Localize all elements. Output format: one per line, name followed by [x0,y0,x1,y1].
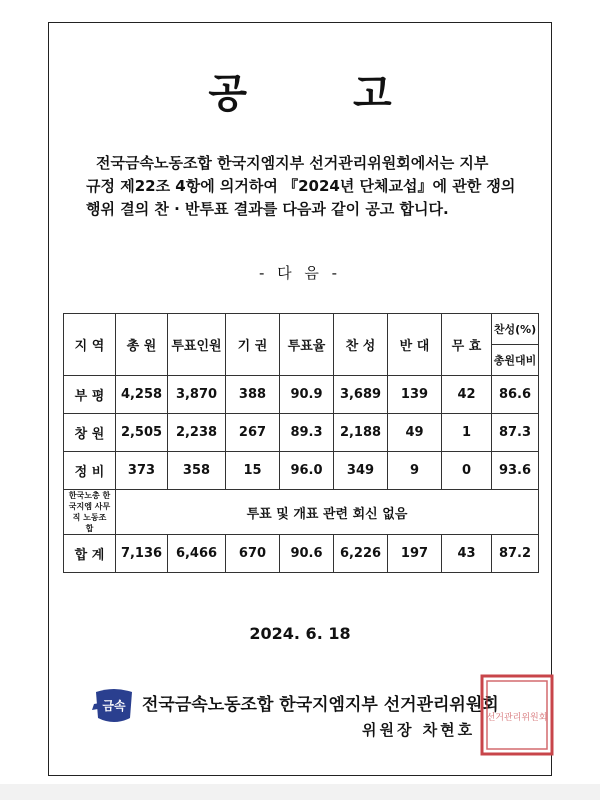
cell-invalid: 43 [442,535,492,573]
body-line-2: 규정 제22조 4항에 의거하여 『2024년 단체교섭』에 관한 쟁의 [86,177,516,195]
cell-invalid: 42 [442,376,492,414]
header-invalid: 무 효 [442,314,492,376]
header-no: 반 대 [388,314,442,376]
organization-name: 전국금속노동조합 한국지엠지부 선거관리위원회 [142,695,499,715]
cell-yes: 3,689 [334,376,388,414]
cell-abstain: 670 [226,535,280,573]
table-row [64,376,539,414]
header-abstain: 기 권 [226,314,280,376]
note-region-line: 국지엠 사무 [68,502,111,511]
announcement-body [88,152,548,221]
header-region: 지 역 [64,314,116,376]
table-row-note [64,490,539,535]
section-subheading: - 다 음 - [258,264,342,282]
cell-pct: 87.2 [492,535,539,573]
logo-text: 금속 [102,699,126,713]
cell-yes: 6,226 [334,535,388,573]
cell-turnout: 90.6 [280,535,334,573]
cell-total: 7,136 [116,535,168,573]
cell-region: 창 원 [64,414,116,452]
cell-region: 부 평 [64,376,116,414]
cell-no: 197 [388,535,442,573]
page-title: 공 고 [208,71,438,117]
header-total: 총 원 [116,314,168,376]
table-header-row [64,314,539,345]
cell-voters: 2,238 [168,414,226,452]
header-approval-basis: 총원대비 [492,345,539,376]
header-approval-pct: 찬성(%) [492,314,539,345]
cell-abstain: 388 [226,376,280,414]
cell-pct: 93.6 [492,452,539,490]
cell-no: 9 [388,452,442,490]
cell-invalid: 0 [442,452,492,490]
cell-abstain: 15 [226,452,280,490]
cell-turnout: 96.0 [280,452,334,490]
cell-total: 4,258 [116,376,168,414]
header-voters: 투표인원 [168,314,226,376]
vote-results-table [63,313,539,573]
cell-total: 2,505 [116,414,168,452]
cell-note-text: 투표 및 개표 관련 회신 없음 [116,490,539,535]
cell-invalid: 1 [442,414,492,452]
cell-voters: 6,466 [168,535,226,573]
cell-pct: 86.6 [492,376,539,414]
cell-region-note [64,490,116,535]
table-row-total [64,535,539,573]
table-row [64,452,539,490]
union-logo-icon [90,684,138,728]
cell-region: 합 계 [64,535,116,573]
cell-voters: 3,870 [168,376,226,414]
cell-region: 정 비 [64,452,116,490]
official-seal-icon [478,672,556,758]
body-line-3: 행위 결의 찬 · 반투표 결과를 다음과 같이 공고 합니다. [86,200,449,218]
cell-abstain: 267 [226,414,280,452]
note-region-line: 한국노총 한 [68,491,111,500]
cell-no: 49 [388,414,442,452]
scan-edge [0,784,600,800]
cell-yes: 2,188 [334,414,388,452]
cell-pct: 87.3 [492,414,539,452]
chairperson-name: 위원장 차현호 [362,721,476,739]
cell-voters: 358 [168,452,226,490]
announcement-date: 2024. 6. 18 [249,624,351,643]
seal-text: 선거관리위원회 [486,713,548,723]
note-region-line: 합 [85,524,94,533]
cell-yes: 349 [334,452,388,490]
body-line-1: 전국금속노동조합 한국지엠지부 선거관리위원회에서는 지부 [96,154,489,172]
cell-total: 373 [116,452,168,490]
cell-turnout: 90.9 [280,376,334,414]
header-turnout: 투표율 [280,314,334,376]
note-region-line: 직 노동조 [72,513,107,522]
cell-no: 139 [388,376,442,414]
table-row [64,414,539,452]
cell-turnout: 89.3 [280,414,334,452]
header-yes: 찬 성 [334,314,388,376]
